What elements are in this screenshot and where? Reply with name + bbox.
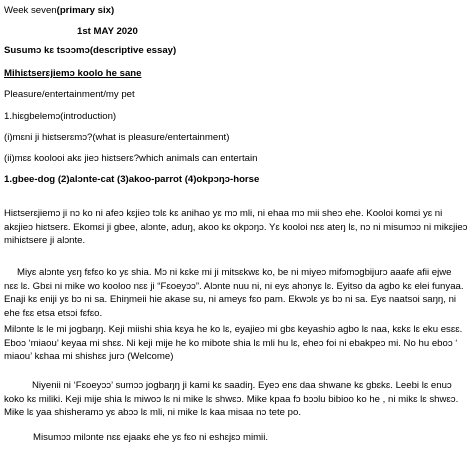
paragraph-5: Misumɔɔ milɔnte nɛɛ ejaakɛ ehe yɛ fɛo ni eshɛjɛɔ mimii. <box>33 432 268 443</box>
paragraph-1: Hiɛtserɛjiemɔ ji nɔ ko ni afeɔ kɛjieɔ tɔlɛ kɛ anihao yɛ mɔ mli, ni ehaa mɔ mii sheɔ ehe. Kooloi komɛi yɛ ni akɛjieɔ hiɛtserɛ. Ekomɛi ji gbee, alɔnte, aduŋ, akoo kɛ okpɔŋɔ. Yɛ kooloi nɛɛ ateŋ lɛ, nɔ ni misumɔɔ ni mikɛjieɔ mihiɛtsere ji alɔnte. <box>4 208 468 247</box>
subtitle-line: Pleasure/entertainment/my pet <box>4 89 135 100</box>
week-line <box>4 5 114 17</box>
topic-heading: Mihiɛtserɛjiemɔ koolo he sane <box>4 68 142 79</box>
outline-item-1: 1.hiɛgbelemɔ(introduction) <box>4 111 117 122</box>
outline-item-3: (ii)mɛɛ koolooi akɛ jieɔ hiɛtserɛ?which animals can entertain <box>4 153 258 164</box>
outline-item-4: 1.gbee-dog (2)alɔnte-cat (3)akoo-parrot (4)okpɔŋɔ-horse <box>4 174 260 185</box>
week-class: (primary six) <box>56 5 115 16</box>
paragraph-2: Miyɛ alɔnte yɛŋ fɛfɛo ko yɛ shia. Mɔ ni kɛke mi ji mitsɛkwɛ ko, be ni miyeɔ mifɔmɔgbijurɔ aaafe afii ejwe nɛɛ lɛ. Gbɛi ni mike wo kooloo nɛɛ ji “Fɛoeyɔɔ”. Alɔnte nuu ni, ni eyɛ ahɔnyɛ lɛ. Eyitso da agbo kɛ elei funyaa. Enaji kɛ eniji yɛ bɔ ni sa. Ehiŋmeii hie akase su, ni ameyɛ fɛo pam. Ekwɔlɛ yɛ bɔ ni sa. Eyɛ naatsoi saŋŋ, ni ehe fɛɛ etsa etsɔi fɛfɛo. <box>4 267 464 319</box>
outline-item-2: (i)mɛni ji hiɛtserɛmɔ?(what is pleasure/entertainment) <box>4 132 230 143</box>
date-line: 1st MAY 2020 <box>77 26 138 37</box>
paragraph-3: Milɔnte lɛ le mi jogbaŋŋ. Keji miishi shia kɛya he ko lɛ, eyajieɔ mi gbɛ keyashiɔ agbo lɛ naa, kɛkɛ lɛ eku esɛɛ. Eboɔ ‘miaou’ keyaa mi shɛɛ. Ni keji mije he ko mibote shia lɛ mli hu lɛ, eheɔ foi ni ebakpeɔ mi. No hu eboɔ ‘ miaou’ kɛhaa mi shishɛɛ jurɔ (Welcome) <box>4 324 463 363</box>
week-prefix: Week seven <box>4 5 57 16</box>
paragraph-4: Niyenii ni ‘Fɛoeyɔɔ’ sumɔɔ jogbaŋŋ ji kami kɛ saadiŋ. Eyeɔ enɛ daa shwane kɛ gbɛkɛ. Leebi lɛ enuɔ koko kɛ miliki. Keji mije shia lɛ miwoɔ lɛ ni mike lɛ shwɛɔ. Mike kpaa fɔ bɔɔlu bibioo ko he , ni mikɛ lɛ shwɛɔ. Mike lɛ yaa shisheramɔ yɛ abɔɔ lɛ mli, ni mike lɛ kaa misaa nɔ tete po. <box>4 380 459 419</box>
subject-line: Susumɔ kɛ tsɔɔmɔ(descriptive essay) <box>4 45 177 56</box>
